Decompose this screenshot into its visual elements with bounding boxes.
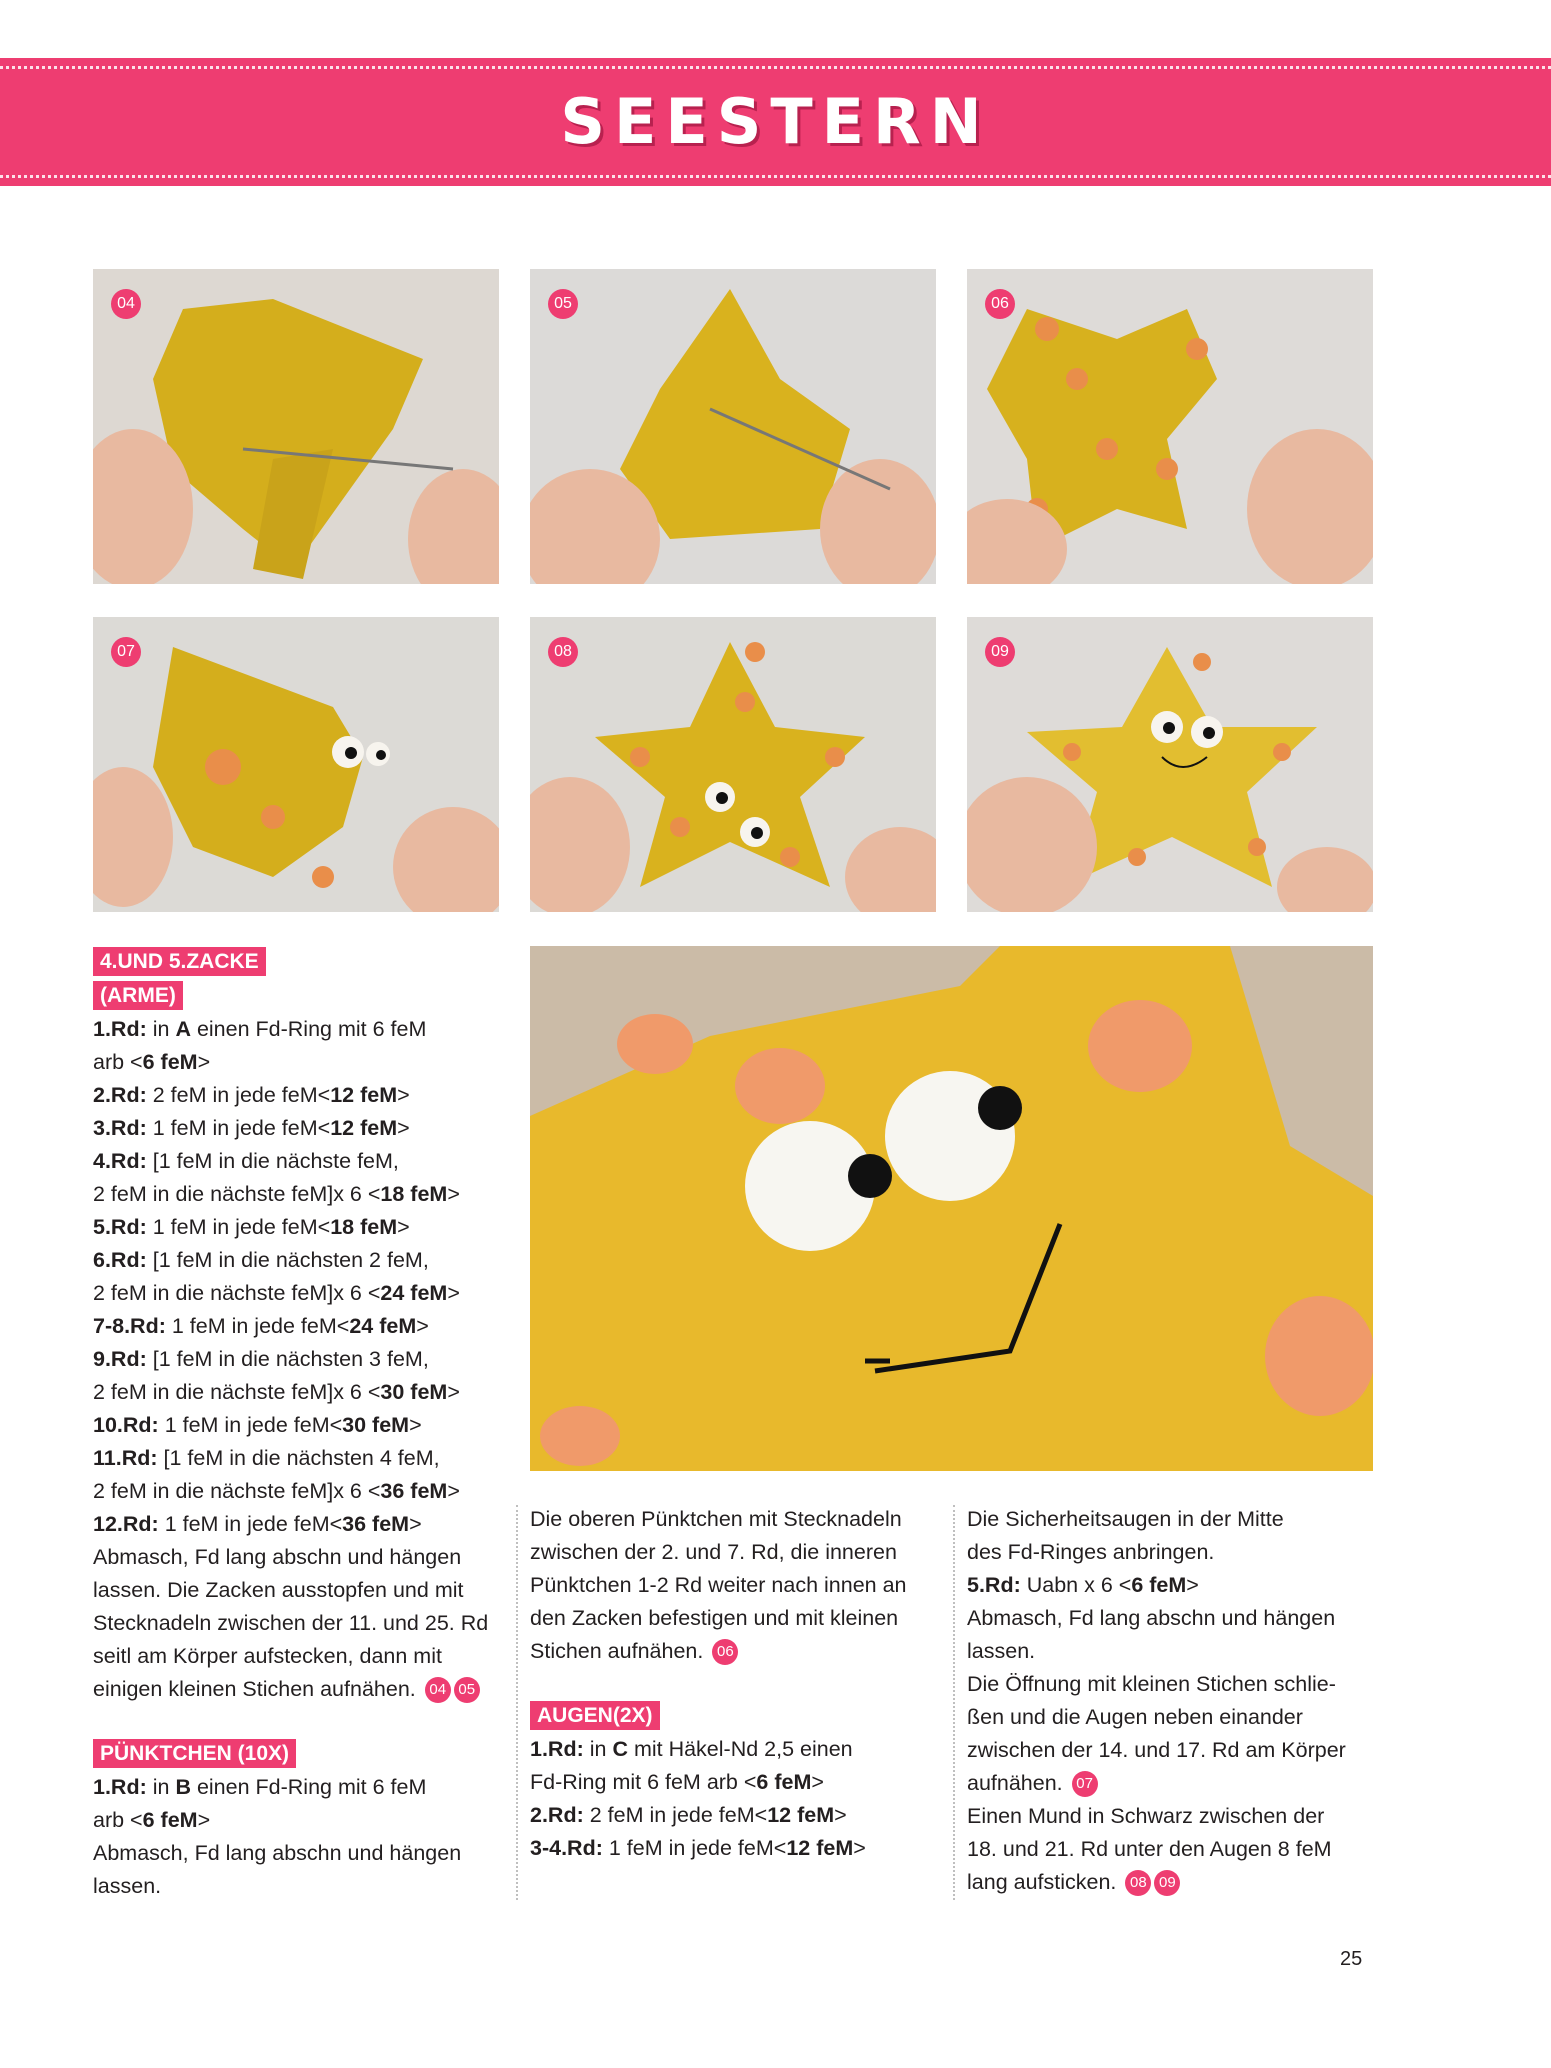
instruction-line: 3-4.Rd: 1 feM in jede feM<12 feM> — [530, 1836, 866, 1860]
instruction-line: 3.Rd: 1 feM in jede feM<12 feM> — [93, 1116, 410, 1140]
section-heading: AUGEN(2X) — [530, 1701, 660, 1730]
step-photo-05 — [530, 269, 936, 584]
paragraph-line: Die Öffnung mit kleinen Stichen schlie- — [967, 1672, 1336, 1696]
instruction-line: 2 feM in die nächste feM]x 6 <30 feM> — [93, 1380, 460, 1404]
paragraph-line: zwischen der 14. und 17. Rd am Körper — [967, 1738, 1346, 1762]
text-column-2 — [530, 1503, 940, 1865]
paragraph-line: lassen. — [967, 1639, 1036, 1663]
instruction-line: 5.Rd: 1 feM in jede feM<18 feM> — [93, 1215, 410, 1239]
column-divider — [953, 1505, 955, 1900]
page-title: SEESTERN — [560, 85, 991, 158]
page-number: 25 — [1340, 1948, 1363, 1970]
paragraph-line: aufnähen. 07 — [967, 1767, 1387, 1800]
step-photo-08 — [530, 617, 936, 912]
instruction-line: 2.Rd: 2 feM in jede feM<12 feM> — [93, 1083, 410, 1107]
section-heading: 4.UND 5.ZACKE — [93, 947, 266, 976]
closeup-photo — [530, 946, 1373, 1471]
step-badge: 06 — [985, 289, 1015, 319]
instruction-line: 5.Rd: Uabn x 6 <6 feM> — [967, 1573, 1199, 1597]
paragraph-line: einigen kleinen Stichen aufnähen. 04 05 — [93, 1673, 513, 1706]
step-photo-04 — [93, 269, 499, 584]
starfish-photo-illustration — [93, 269, 499, 584]
instruction-line: 2 feM in die nächste feM]x 6 <24 feM> — [93, 1281, 460, 1305]
photo-ref-badge: 05 — [454, 1677, 480, 1703]
paragraph-line: lassen. Die Zacken ausstopfen und mit — [93, 1578, 464, 1602]
instruction-line: 1.Rd: in C mit Häkel-Nd 2,5 einen — [530, 1737, 853, 1761]
photo-ref-badge: 07 — [1072, 1771, 1098, 1797]
step-badge: 04 — [111, 289, 141, 319]
instruction-line: 4.Rd: [1 feM in die nächste feM, — [93, 1149, 399, 1173]
photo-ref-badge: 04 — [425, 1677, 451, 1703]
instruction-line: 7-8.Rd: 1 feM in jede feM<24 feM> — [93, 1314, 429, 1338]
instruction-line: 11.Rd: [1 feM in die nächsten 4 feM, — [93, 1446, 440, 1470]
step-badge: 08 — [548, 637, 578, 667]
section-heading: (ARME) — [93, 981, 183, 1010]
instruction-line: arb <6 feM> — [93, 1050, 211, 1074]
paragraph-line: Die oberen Pünktchen mit Stecknadeln — [530, 1507, 902, 1531]
text-column-1 — [93, 945, 513, 1903]
paragraph-line: Einen Mund in Schwarz zwischen der — [967, 1804, 1325, 1828]
instruction-line: 2 feM in die nächste feM]x 6 <36 feM> — [93, 1479, 460, 1503]
paragraph-line: Stichen aufnähen. 06 — [530, 1635, 940, 1668]
title-banner — [0, 58, 1551, 186]
instruction-line: Fd-Ring mit 6 feM arb <6 feM> — [530, 1770, 824, 1794]
paragraph-line: Abmasch, Fd lang abschn und hängen — [967, 1606, 1336, 1630]
starfish-photo-illustration — [93, 617, 499, 912]
instruction-line: 1.Rd: in A einen Fd-Ring mit 6 feM — [93, 1017, 427, 1041]
photo-ref-badge: 08 — [1125, 1870, 1151, 1896]
column-divider — [516, 1505, 518, 1900]
paragraph-line: Abmasch, Fd lang abschn und hängen — [93, 1545, 462, 1569]
paragraph-line: Die Sicherheitsaugen in der Mitte — [967, 1507, 1284, 1531]
paragraph-line: Stecknadeln zwischen der 11. und 25. Rd — [93, 1611, 489, 1635]
paragraph-line: Abmasch, Fd lang abschn und hängen — [93, 1841, 462, 1865]
instruction-line: 2 feM in die nächste feM]x 6 <18 feM> — [93, 1182, 460, 1206]
text-column-3 — [967, 1503, 1387, 1899]
starfish-photo-illustration — [530, 269, 936, 584]
step-badge: 05 — [548, 289, 578, 319]
paragraph-line: zwischen der 2. und 7. Rd, die inneren — [530, 1540, 897, 1564]
step-photo-06 — [967, 269, 1373, 584]
instruction-line: 1.Rd: in B einen Fd-Ring mit 6 feM — [93, 1775, 427, 1799]
instruction-line: 2.Rd: 2 feM in jede feM<12 feM> — [530, 1803, 847, 1827]
step-photo-09 — [967, 617, 1373, 912]
step-photo-07 — [93, 617, 499, 912]
section-heading: PÜNKTCHEN (10X) — [93, 1739, 296, 1768]
step-badge: 07 — [111, 637, 141, 667]
instruction-line: arb <6 feM> — [93, 1808, 211, 1832]
photo-ref-badge: 06 — [712, 1639, 738, 1665]
paragraph-line: lang aufsticken. 08 09 — [967, 1866, 1387, 1899]
starfish-photo-illustration — [967, 269, 1373, 584]
banner-dotted-line-bottom — [0, 175, 1551, 178]
paragraph-line: des Fd-Ringes anbringen. — [967, 1540, 1215, 1564]
step-badge: 09 — [985, 637, 1015, 667]
starfish-photo-illustration — [967, 617, 1373, 912]
instruction-line: 6.Rd: [1 feM in die nächsten 2 feM, — [93, 1248, 429, 1272]
paragraph-line: den Zacken befestigen und mit kleinen — [530, 1606, 899, 1630]
instruction-line: 12.Rd: 1 feM in jede feM<36 feM> — [93, 1512, 422, 1536]
paragraph-line: 18. und 21. Rd unter den Augen 8 feM — [967, 1837, 1332, 1861]
paragraph-line: seitl am Körper aufstecken, dann mit — [93, 1644, 442, 1668]
paragraph-line: Pünktchen 1-2 Rd weiter nach innen an — [530, 1573, 907, 1597]
starfish-photo-illustration — [530, 617, 936, 912]
paragraph-line: lassen. — [93, 1874, 162, 1898]
paragraph-line: ßen und die Augen neben einander — [967, 1705, 1303, 1729]
starfish-closeup-illustration — [530, 946, 1373, 1471]
instruction-line: 10.Rd: 1 feM in jede feM<30 feM> — [93, 1413, 422, 1437]
photo-ref-badge: 09 — [1154, 1870, 1180, 1896]
instruction-line: 9.Rd: [1 feM in die nächsten 3 feM, — [93, 1347, 429, 1371]
